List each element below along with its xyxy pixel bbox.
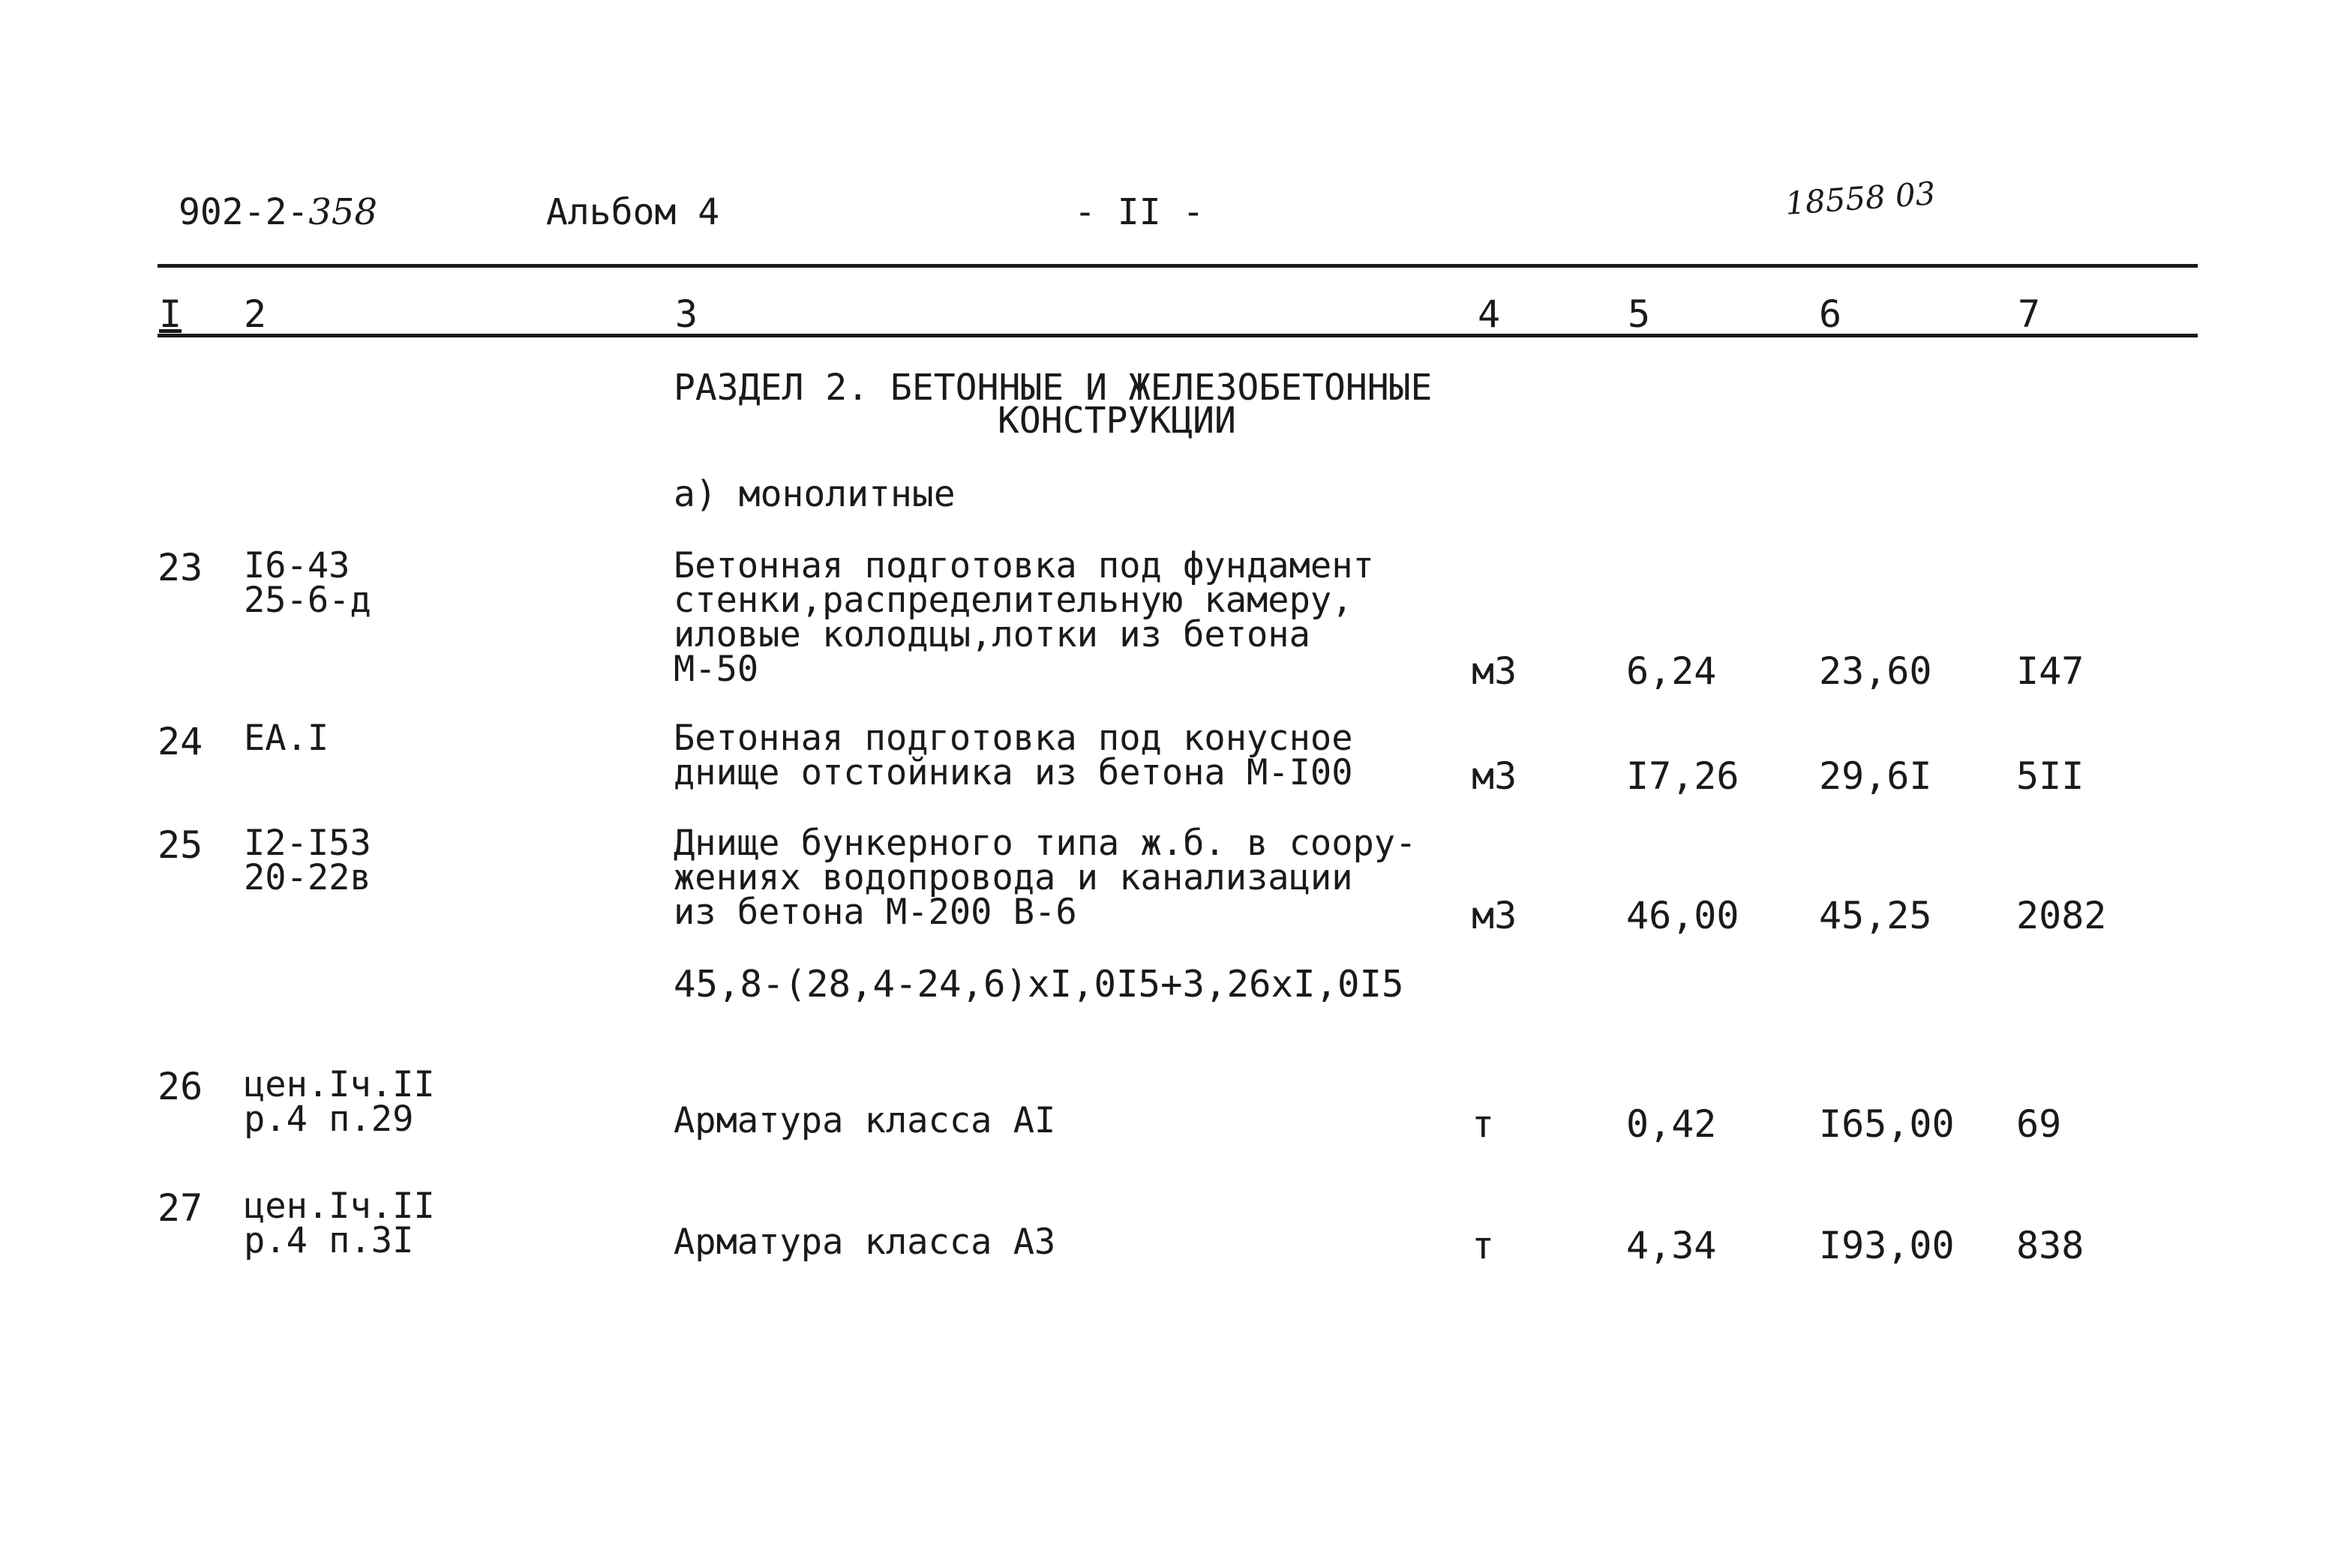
row-unit: т	[1472, 1102, 1495, 1146]
row-code-line: 25-6-д	[244, 580, 371, 621]
row-unit-price: I65,00	[1819, 1102, 1955, 1146]
row-description-line: жениях водопровода и канализации	[674, 857, 1353, 898]
row-code	[244, 718, 329, 759]
section-title-line1: РАЗДЕЛ 2. БЕТОННЫЕ И ЖЕЛЕЗОБЕТОННЫЕ	[674, 367, 1433, 409]
row-number: 23	[158, 546, 203, 589]
row-total: 2082	[2016, 894, 2107, 937]
row-total: 69	[2016, 1102, 2062, 1146]
row-code-line: 20-22в	[244, 857, 371, 898]
col-header-2: 2	[244, 292, 267, 336]
row-quantity: I7,26	[1626, 754, 1739, 798]
row-unit: м3	[1472, 894, 1517, 937]
row-unit-price: 29,6I	[1819, 754, 1932, 798]
page-number: - II -	[1074, 191, 1205, 233]
row-description-line: иловые колодцы,лотки из бетона	[674, 614, 1310, 655]
col-header-1: I	[159, 292, 182, 336]
row-description-line: М-50	[674, 649, 759, 690]
row-description-line: Днище бункерного типа ж.б. в соору-	[674, 823, 1417, 864]
row-total: I47	[2016, 649, 2084, 693]
row-description	[674, 1100, 1056, 1141]
row-unit-price: 23,60	[1819, 649, 1932, 693]
row-code	[244, 545, 371, 621]
row-description-line: днище отстойника из бетона М-I00	[674, 752, 1353, 793]
row-unit: т	[1472, 1224, 1495, 1267]
album-label: Альбом 4	[546, 191, 720, 233]
row-unit-price: 45,25	[1819, 894, 1932, 937]
row-number: 24	[158, 720, 203, 763]
row-description	[674, 545, 1374, 690]
row-unit: м3	[1472, 754, 1517, 798]
row-code-line: I6-43	[244, 545, 350, 586]
row-quantity: 0,42	[1626, 1102, 1717, 1146]
col-header-5: 5	[1628, 292, 1651, 336]
row-unit-price: I93,00	[1819, 1224, 1955, 1267]
header-rule-top	[158, 264, 2198, 268]
row-number: 27	[158, 1186, 203, 1230]
col-header-4: 4	[1478, 292, 1501, 336]
row-description-line: Бетонная подготовка под конусное	[674, 718, 1353, 759]
subsection-title: а) монолитные	[674, 473, 956, 515]
row-code	[244, 823, 371, 898]
row-formula: 45,8-(28,4-24,6)хI,0I5+3,26хI,0I5	[674, 963, 1404, 1006]
row-number: 26	[158, 1065, 203, 1108]
document-code-prefix: 902-2-	[179, 191, 309, 233]
row-description-line: Бетонная подготовка под фундамент	[674, 545, 1374, 586]
row-code-line: цен.Iч.II	[244, 1186, 435, 1227]
section-title-line2: КОНСТРУКЦИИ	[998, 400, 1236, 442]
row-code-line: ЕА.I	[244, 718, 329, 759]
row-description-line: из бетона М-200 В-6	[674, 892, 1077, 933]
row-code	[244, 1186, 435, 1261]
row-code-line: цен.Iч.II	[244, 1064, 435, 1105]
row-description	[674, 1222, 1056, 1263]
row-code-line: I2-I53	[244, 823, 371, 864]
header-rule-bottom	[158, 334, 2198, 337]
row-description-line: стенки,распределительную камеру,	[674, 580, 1353, 621]
col-header-7: 7	[2018, 292, 2041, 336]
row-code	[244, 1064, 435, 1140]
row-description-line: Арматура класса А3	[674, 1222, 1056, 1263]
row-number: 25	[158, 823, 203, 867]
archive-stamp: 18558 03	[1784, 175, 1937, 222]
row-total: 838	[2016, 1224, 2084, 1267]
row-code-line: р.4 п.3I	[244, 1220, 414, 1261]
row-description-line: Арматура класса АI	[674, 1100, 1056, 1141]
row-quantity: 4,34	[1626, 1224, 1717, 1267]
document-code-suffix: 358	[308, 191, 378, 233]
row-description	[674, 823, 1417, 933]
row-quantity: 6,24	[1626, 649, 1717, 693]
col-header-6: 6	[1819, 292, 1842, 336]
row-total: 5II	[2016, 754, 2084, 798]
document-code	[179, 191, 377, 233]
row-quantity: 46,00	[1626, 894, 1739, 937]
row-description	[674, 718, 1353, 793]
row-code-line: р.4 п.29	[244, 1099, 414, 1140]
row-unit: м3	[1472, 649, 1517, 693]
col-header-3: 3	[675, 292, 698, 336]
